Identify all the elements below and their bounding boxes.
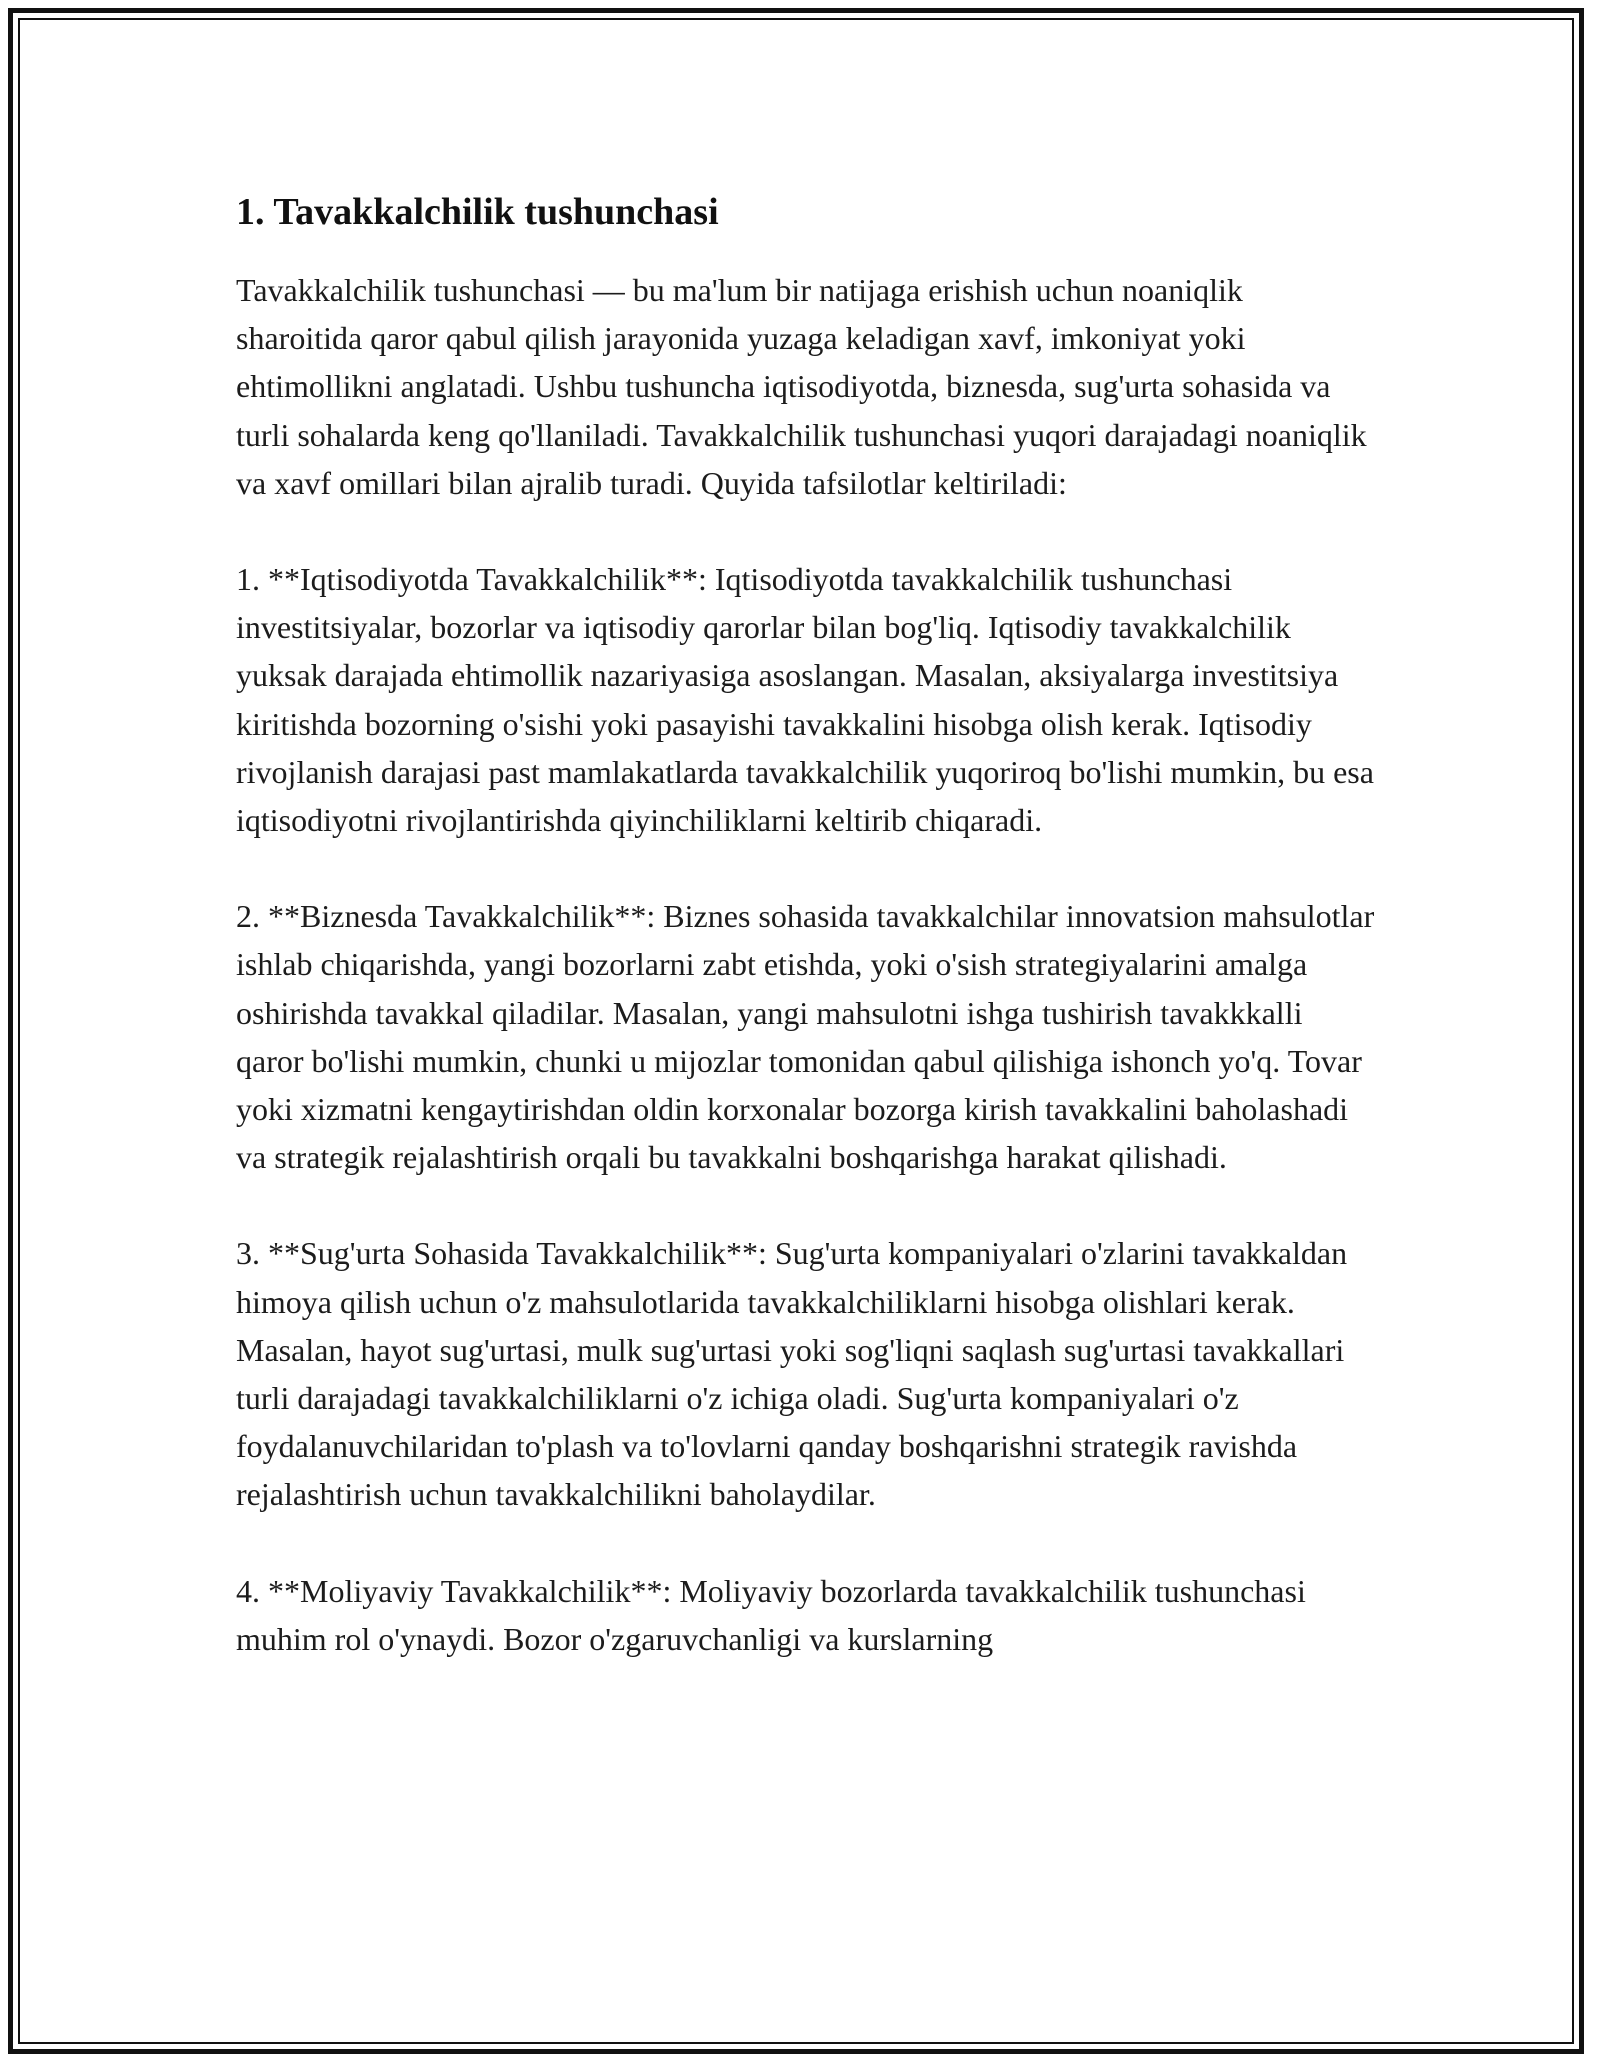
document-body [236, 188, 1376, 1663]
paragraph-economics: 1. **Iqtisodiyotda Tavakkalchilik**: Iqtisodiyotda tavakkalchilik tushunchasi investitsiyalar, bozorlar va iqtisodiy qarorlar bilan bog'liq. Iqtisodiy tavakkalchilik yuksak darajada ehtimollik nazariyasiga asoslangan. Masalan, aksiyalarga investitsiya kiritishda bozorning o'sishi yoki pasayishi tavakkalini hisobga olish kerak. Iqtisodiy rivojlanish darajasi past mamlakatlarda tavakkalchilik yuqoriroq bo'lishi mumkin, bu esa iqtisodiyotni rivojlantirishda qiyinchiliklarni keltirib chiqaradi. [236, 561, 1374, 839]
intro-paragraph: Tavakkalchilik tushunchasi — bu ma'lum bir natijaga erishish uchun noaniqlik sharoitida qaror qabul qilish jarayonida yuzaga keladigan xavf, imkoniyat yoki ehtimollikni anglatadi. Ushbu tushuncha iqtisodiyotda, biznesda, sug'urta sohasida va turli sohalarda keng qo'llaniladi. Tavakkalchilik tushunchasi yuqori darajadagi noaniqlik va xavf omillari bilan ajralib turadi. Quyida tafsilotlar keltiriladi: [236, 272, 1367, 501]
paragraph-business: 2. **Biznesda Tavakkalchilik**: Biznes sohasida tavakkalchilar innovatsion mahsulotlar ishlab chiqarishda, yangi bozorlarni zabt etishda, yoki o'sish strategiyalarini amalga oshirishda tavakkal qiladilar. Masalan, yangi mahsulotni ishga tushirish tavakkkalli qaror bo'lishi mumkin, chunki u mijozlar tomonidan qabul qilishiga ishonch yo'q. Tovar yoki xizmatni kengaytirishdan oldin korxonalar bozorga kirish tavakkalini baholashadi va strategik rejalashtirish orqali bu tavakkalni boshqarishga harakat qilishadi. [236, 898, 1375, 1176]
paragraph-finance: 4. **Moliyaviy Tavakkalchilik**: Moliyaviy bozorlarda tavakkalchilik tushunchasi muhim rol o'ynaydi. Bozor o'zgaruvchanligi va kurslarning [236, 1572, 1306, 1657]
section-title: 1. Tavakkalchilik tushunchasi [236, 191, 719, 233]
paragraph-insurance: 3. **Sug'urta Sohasida Tavakkalchilik**: Sug'urta kompaniyalari o'zlarini tavakkaldan himoya qilish uchun o'z mahsulotlarida tavakkalchiliklarni hisobga olishlari kerak. Masalan, hayot sug'urtasi, mulk sug'urtasi yoki sog'liqni saqlash sug'urtasi tavakkallari turli darajadagi tavakkalchiliklarni o'z ichiga oladi. Sug'urta kompaniyalari o'z foydalanuvchilaridan to'plash va to'lovlarni qanday boshqarishni strategik ravishda rejalashtirish uchun tavakkalchilikni baholaydilar. [236, 1235, 1348, 1513]
